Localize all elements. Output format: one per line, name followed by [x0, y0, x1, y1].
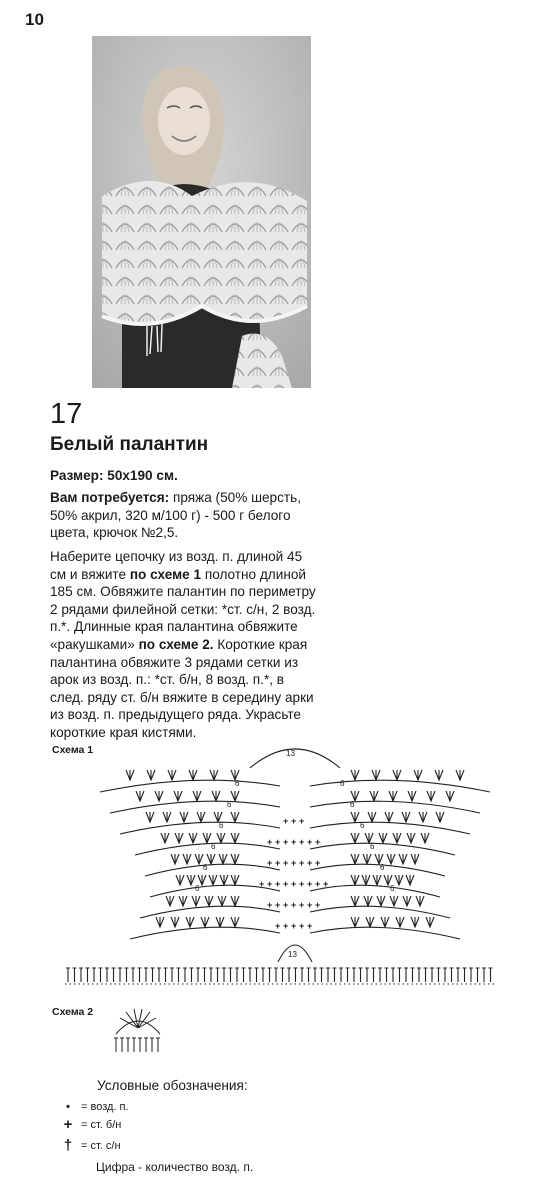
single-crochet-symbol: + [315, 837, 321, 847]
arc-count: 6 [370, 842, 375, 851]
arc-count: 13 [286, 749, 295, 758]
single-crochet-symbol: + [315, 858, 321, 868]
single-crochet-symbol: + [275, 921, 281, 931]
legend-text-single-crochet: = ст. б/н [81, 1119, 122, 1131]
arc-count: 6 [227, 800, 232, 809]
single-crochet-symbol: + [307, 921, 313, 931]
schema-1-label: Схема 1 [52, 744, 94, 756]
arc-count: 6 [203, 863, 208, 872]
schema-1-diagram [50, 740, 510, 1000]
instructions-part-1: Наберите цепочку из возд. п. длиной 45 см и вяжите [50, 549, 303, 582]
single-crochet-symbol: + [291, 837, 297, 847]
arc-count: 6 [235, 779, 240, 788]
single-crochet-symbol: + [315, 879, 321, 889]
single-crochet-icon: + [63, 1116, 73, 1133]
single-crochet-symbol: + [307, 900, 313, 910]
single-crochet-symbol: + [291, 921, 297, 931]
single-crochet-symbol: + [299, 816, 305, 826]
arc-count: 6 [360, 821, 365, 830]
single-crochet-symbol: + [291, 879, 297, 889]
model-photo [92, 36, 311, 388]
single-crochet-symbol: + [275, 879, 281, 889]
size-text: Размер: 50х190 см. [50, 468, 178, 483]
double-crochet-icon: † [63, 1137, 73, 1154]
single-crochet-symbol: + [267, 879, 273, 889]
single-crochet-symbol: + [323, 879, 329, 889]
single-crochet-symbol: + [307, 879, 313, 889]
materials-label: Вам потребуется: [50, 490, 170, 505]
instructions-text [50, 548, 318, 742]
page-number: 10 [25, 10, 44, 29]
single-crochet-symbol: + [299, 837, 305, 847]
legend-note: Цифра - количество возд. п. [96, 1160, 254, 1174]
single-crochet-symbol: + [283, 921, 289, 931]
arc-count: 6 [219, 821, 224, 830]
arc-count: 6 [211, 842, 216, 851]
legend-text-chain: = возд. п. [81, 1101, 129, 1113]
schema-2-diagram [108, 1008, 168, 1056]
model-photo-illustration [92, 36, 311, 388]
legend-title: Условные обозначения: [97, 1078, 248, 1093]
single-crochet-symbol: + [299, 921, 305, 931]
single-crochet-symbol: + [267, 837, 273, 847]
recipe-title: Белый палантин [50, 434, 209, 455]
single-crochet-symbol: + [275, 858, 281, 868]
single-crochet-symbol: + [275, 900, 281, 910]
single-crochet-symbol: + [299, 900, 305, 910]
single-crochet-symbol: + [299, 879, 305, 889]
single-crochet-symbol: + [283, 837, 289, 847]
single-crochet-symbol: + [283, 858, 289, 868]
single-crochet-symbol: + [283, 879, 289, 889]
single-crochet-symbol: + [283, 900, 289, 910]
instructions-schema-1-ref: по схеме 1 [129, 566, 202, 582]
single-crochet-symbol: + [299, 858, 305, 868]
arc-count: 6 [380, 863, 385, 872]
single-crochet-symbol: + [291, 858, 297, 868]
single-crochet-symbol: + [307, 858, 313, 868]
instructions-schema-2-ref: по схеме 2. [138, 636, 214, 652]
arc-count: 6 [340, 779, 345, 788]
legend-text-double-crochet: = ст. с/н [81, 1140, 121, 1152]
single-crochet-symbol: + [291, 816, 297, 826]
instructions-part-2: полотно длиной 185 см. Обвяжите палантин по периметру 2 рядами филейной сетки: *ст. с/н, 2 возд. п.*. Длинные края палантина обвяжите «ракушками» [50, 566, 316, 652]
instructions-part-3: Короткие края палантина обвяжите 3 рядами сетки из арок из возд. п.: *ст. б/н, 8 возд. п.*, в след. ряду ст. б/н вяжите в середину арки из возд. п. предыдущего ряда. Украсьте короткие края кистями. [50, 636, 314, 740]
recipe-number: 17 [50, 398, 83, 430]
single-crochet-symbol: + [291, 900, 297, 910]
materials-text [50, 489, 318, 542]
chain-stitch-icon: • [66, 1101, 70, 1113]
single-crochet-symbol: + [275, 837, 281, 847]
single-crochet-symbol: + [259, 879, 265, 889]
arc-count: 6 [390, 884, 395, 893]
arc-count: 6 [195, 884, 200, 893]
arc-count: 6 [350, 800, 355, 809]
single-crochet-symbol: + [283, 816, 289, 826]
single-crochet-symbol: + [315, 900, 321, 910]
materials-body: пряжа (50% шерсть, 50% акрил, 320 м/100 г) - 500 г белого цвета, крючок №2,5. [50, 490, 301, 541]
arc-count: 13 [288, 950, 297, 959]
schema-2-label: Схема 2 [52, 1006, 94, 1018]
single-crochet-symbol: + [267, 858, 273, 868]
single-crochet-symbol: + [307, 837, 313, 847]
single-crochet-symbol: + [267, 900, 273, 910]
